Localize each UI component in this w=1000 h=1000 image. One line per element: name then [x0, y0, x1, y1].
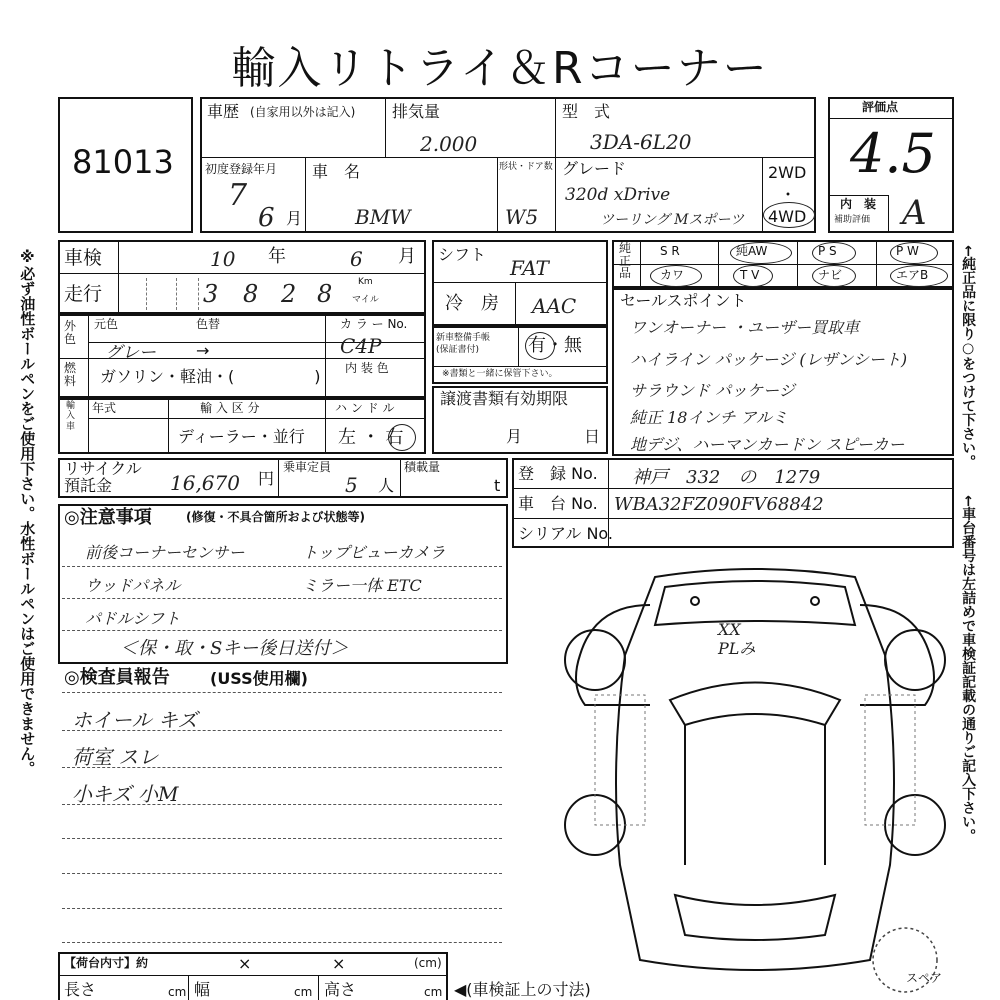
cargo-x2: × [332, 954, 346, 973]
capacity-label: 乗車定員 [283, 460, 332, 474]
import-year-label: 年式 [92, 401, 117, 415]
fuel-label: 燃料 [64, 361, 77, 388]
drive-4wd-circle [763, 202, 815, 228]
grade-line2: ツーリング Mスポーツ [600, 212, 744, 228]
inspector-title: ◎検査員報告 [64, 667, 170, 688]
handle-label: ハ ン ド ル [335, 401, 395, 415]
interior-color-label: 内 装 色 [345, 361, 389, 375]
drive-separator: ・ [780, 185, 797, 204]
equip-circle [733, 265, 773, 287]
sales-point: 純正 18インチ アルミ [630, 408, 788, 427]
repaint-label: 色替 [196, 317, 221, 331]
serial-label: シリアル No. [518, 524, 614, 543]
notes-line: トップビューカメラ [302, 543, 446, 562]
interior-label: 内 装 [840, 197, 877, 211]
sales-point: ワンオーナー ・ユーザー買取車 [630, 318, 860, 337]
equip-circle [650, 265, 702, 287]
equip-sr[interactable]: S R [660, 244, 680, 258]
shape-door-value: W5 [505, 205, 539, 229]
first-reg-label: 初度登録年月 [205, 162, 278, 176]
color-no-label: カ ラ ー No. [340, 317, 408, 331]
notes-title: ◎注意事項 [64, 507, 152, 528]
recycle-label: リサイクル 預託金 [64, 459, 142, 495]
color-no-value: C4P [340, 334, 382, 358]
equip-circle [890, 265, 948, 287]
equip-circle [812, 265, 856, 287]
mileage-digit: 8 [317, 280, 333, 308]
mileage-digit: 2 [281, 280, 297, 308]
inspector-subtitle: (USS使用欄) [210, 669, 308, 688]
interior-score: A [902, 193, 927, 233]
chassis-value: WBA32FZ090FV68842 [614, 494, 824, 515]
equip-navi[interactable]: ナビ [818, 268, 843, 282]
equip-ps[interactable]: P S [818, 244, 837, 258]
height-label: 高さ [324, 980, 357, 999]
ac-label: 冷 房 [445, 293, 499, 314]
width-cm: cm [294, 985, 313, 999]
load-label: 積載量 [404, 460, 441, 474]
import-type-label: 輸 入 区 分 [200, 401, 260, 415]
right-side-note-genuine: ←純正品に限り○をつけて下さい。 [960, 245, 977, 469]
sales-point: サラウンド パッケージ [630, 381, 795, 400]
left-side-note: ※必ず油性ボールペンをご使用下さい。水性ボールペンはご使用できません。 [18, 248, 37, 776]
mileage-label: 走行 [64, 283, 103, 305]
shaken-month: 6 [350, 247, 363, 271]
score-label: 評価点 [862, 100, 899, 114]
notes-line: 前後コーナーセンサー [85, 543, 245, 562]
mile-label: マイル [352, 295, 379, 305]
car-diagram-notes: XX PLみ [718, 620, 756, 659]
import-type-value[interactable]: ディーラー・並行 [178, 427, 305, 446]
car-name-label: 車 名 [312, 162, 361, 181]
import-label: 輸入車 [66, 401, 76, 432]
interior-sub-label: 補助評価 [834, 215, 871, 225]
ton-unit: t [494, 476, 501, 495]
grade-label: グレード [562, 159, 627, 178]
right-side-note-chassis: ←車台番号は左詰めで車検証記載の通りご記入下さい。 [960, 495, 977, 843]
shaken-year: 10 [210, 247, 236, 271]
displacement-label: 排気量 [392, 102, 441, 121]
sheet-title: 輸入リトライ＆Rコーナー [231, 43, 769, 94]
score-value: 4.5 [850, 122, 936, 185]
height-cm: cm [424, 985, 443, 999]
shaken-month-unit: 月 [398, 246, 416, 267]
sales-points-block [612, 288, 954, 456]
lot-number: 81013 [72, 143, 174, 181]
width-label: 幅 [194, 980, 211, 999]
maintenance-value[interactable]: 有・無 [528, 335, 582, 356]
length-cm: cm [168, 985, 187, 999]
inspector-line: 荷室 スレ [72, 745, 159, 769]
mileage-digit: 8 [243, 280, 259, 308]
month-unit: 月 [286, 209, 303, 228]
notes-line: ウッドパネル [85, 576, 181, 595]
equip-aw[interactable]: 純AW [736, 244, 768, 258]
ac-value: AAC [532, 294, 577, 318]
person-unit: 人 [378, 476, 395, 495]
grade-line1: 320d xDrive [565, 185, 671, 205]
capacity-value: 5 [345, 473, 358, 497]
fuel-value[interactable]: ガソリン・軽油・( ) [100, 367, 321, 386]
model-value: 3DA-6L20 [590, 130, 692, 154]
history-note: (自家用以外は記入) [250, 105, 356, 119]
shift-value: FAT [510, 256, 549, 280]
length-label: 長さ [64, 980, 97, 999]
color-value: グレー [105, 343, 156, 363]
transfer-day: 日 [584, 427, 601, 446]
handle-circle [388, 424, 416, 451]
orig-color-label: 元色 [94, 317, 119, 331]
notes-line: パドルシフト [85, 609, 181, 628]
genuine-label: 純正品 [619, 241, 632, 281]
inspector-line: 小キズ 小M [72, 782, 179, 806]
notes-subtitle: (修復・不具合箇所および状態等) [186, 510, 365, 524]
first-reg-year: 7 [228, 178, 248, 213]
displacement-value: 2.000 [420, 132, 478, 156]
maintenance-label: 新車整備手帳 (保証書付) [436, 333, 491, 356]
cargo-cm: (cm) [414, 956, 442, 970]
registration-label: 登 録 No. [518, 464, 598, 483]
sales-point: 地デジ、ハーマンカードン スピーカー [630, 435, 905, 454]
history-label: 車歴 [207, 102, 240, 121]
chassis-label: 車 台 No. [518, 494, 598, 513]
repaint-arrow: → [196, 341, 210, 360]
km-label: Km [358, 277, 373, 287]
yen-unit: 円 [258, 469, 275, 488]
sales-point: ハイライン パッケージ (レザンシート) [630, 350, 908, 369]
model-label: 型 式 [562, 102, 611, 121]
equip-airbag[interactable]: エアB [896, 268, 929, 282]
sales-label: セールスポイント [620, 291, 747, 310]
drive-4wd[interactable]: 4WD [768, 207, 807, 226]
recycle-value: 16,670 [170, 471, 240, 495]
equip-leather[interactable]: カワ [660, 268, 685, 282]
equip-circle [730, 242, 792, 264]
notes-line: ＜保・取・Sキー後日送付＞ [120, 638, 349, 659]
color-section-label: 外色 [64, 319, 77, 347]
shaken-dim-note: ◀(車検証上の寸法) [454, 980, 591, 999]
equip-pw[interactable]: P W [896, 244, 919, 258]
handle-value[interactable]: 左 ・ 右 [338, 427, 404, 448]
equip-circle [812, 242, 856, 264]
mileage-digits [125, 278, 350, 310]
drive-2wd[interactable]: 2WD [768, 163, 807, 182]
equip-tv[interactable]: T V [740, 268, 760, 282]
transfer-label: 譲渡書類有効期限 [440, 389, 569, 408]
notes-line: ミラー一体 ETC [302, 576, 422, 595]
spare-label: スペア [906, 971, 943, 985]
maintenance-circle [525, 332, 555, 360]
cargo-x1: × [238, 954, 252, 973]
first-reg-month: 6 [258, 203, 275, 233]
mileage-digit: 3 [203, 280, 219, 308]
registration-value: 神戸 332 の 1279 [632, 467, 821, 488]
cargo-label: 【荷台内寸】約 [64, 956, 149, 970]
shaken-year-unit: 年 [268, 246, 286, 267]
shaken-label: 車検 [64, 247, 103, 269]
inspector-line: ホイール キズ [72, 708, 198, 732]
car-name-value: BMW [355, 205, 411, 229]
maintenance-note: ※書類と一緒に保管下さい。 [442, 369, 558, 379]
transfer-month: 月 [506, 427, 523, 446]
shape-door-label: 形状・ドア数 [499, 162, 553, 172]
equip-circle [890, 242, 938, 264]
shift-label: シフト [438, 245, 487, 264]
